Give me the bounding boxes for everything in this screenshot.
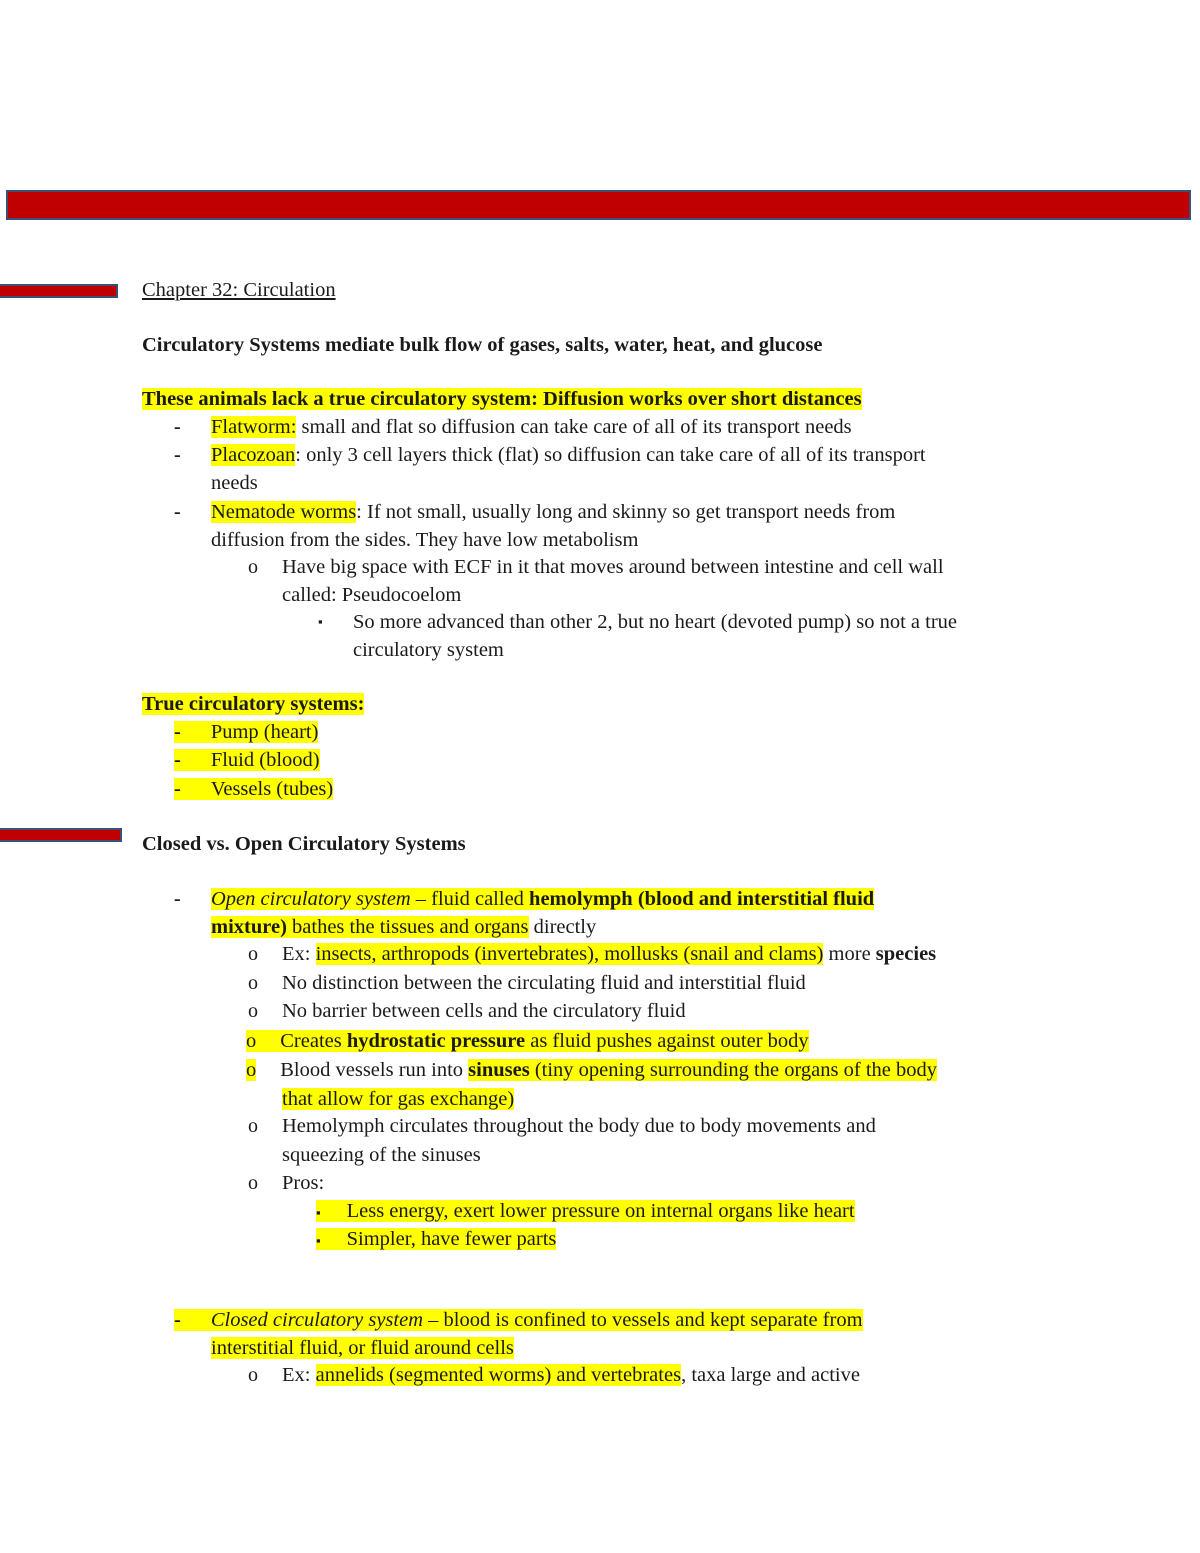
closed-system-item: - Closed circulatory system – blood is confined to vessels and kept separate from	[174, 1309, 863, 1331]
pseudocoelom-item: Have big space with ECF in it that moves around between intestine and cell wall	[282, 556, 944, 578]
bullet-circle: o	[248, 972, 258, 994]
open-system-item-cont: mixture) bathes the tissues and organs directly	[211, 916, 597, 938]
pseudocoelom-item-cont: called: Pseudocoelom	[282, 584, 462, 606]
bullet-circle: o	[248, 1115, 258, 1137]
bullet-dash: -	[174, 721, 181, 743]
open-point-sinuses-cont: that allow for gas exchange)	[282, 1088, 515, 1110]
bullet-circle: o	[248, 1000, 258, 1022]
open-point: No distinction between the circulating fluid and interstitial fluid	[282, 972, 806, 994]
true-circ-item: - Fluid (blood)	[174, 749, 320, 771]
open-system-item: Open circulatory system – fluid called hemolymph (blood and interstitial fluid	[211, 888, 875, 910]
bullet-circle: o	[246, 1059, 257, 1081]
no-circ-heading: These animals lack a true circulatory system: Diffusion works over short distances	[142, 388, 862, 410]
intro-heading: Circulatory Systems mediate bulk flow of gases, salts, water, heat, and glucose	[142, 334, 823, 356]
closed-example: Ex: annelids (segmented worms) and vertebrates, taxa large and active	[282, 1364, 860, 1386]
closed-open-heading: Closed vs. Open Circulatory Systems	[142, 833, 466, 855]
pro-item: ▪ Simpler, have fewer parts	[316, 1228, 557, 1250]
placozoan-item-cont: needs	[211, 472, 258, 494]
pros-label: Pros:	[282, 1172, 325, 1194]
bullet-circle: o	[246, 1030, 257, 1052]
section-marker-1	[0, 284, 118, 298]
bullet-dash: -	[174, 888, 181, 910]
bullet-square: ▪	[316, 1205, 321, 1220]
true-circ-item: - Vessels (tubes)	[174, 778, 334, 800]
advanced-item-cont: circulatory system	[353, 639, 504, 661]
advanced-item: So more advanced than other 2, but no heart (devoted pump) so not a true	[353, 611, 958, 633]
bullet-dash: -	[174, 444, 181, 466]
section-marker-2	[0, 828, 122, 842]
bullet-square: ▪	[316, 1233, 321, 1248]
placozoan-item: Placozoan: only 3 cell layers thick (flat) so diffusion can take care of all of its transport	[211, 444, 926, 466]
closed-system-item-cont: interstitial fluid, or fluid around cells	[211, 1337, 514, 1359]
open-example: Ex: insects, arthropods (invertebrates), mollusks (snail and clams) more species	[282, 943, 937, 965]
true-circ-heading: True circulatory systems:	[142, 693, 365, 715]
bullet-circle: o	[248, 556, 258, 578]
pro-item: ▪ Less energy, exert lower pressure on internal organs like heart	[316, 1200, 855, 1222]
chapter-title: Chapter 32: Circulation	[142, 279, 336, 301]
header-banner	[6, 190, 1191, 220]
bullet-square: ▪	[318, 614, 323, 629]
flatworm-item: Flatworm: small and flat so diffusion can take care of all of its transport needs	[211, 416, 852, 438]
open-point-sinuses: o Blood vessels run into sinuses (tiny opening surrounding the organs of the body	[246, 1059, 937, 1081]
bullet-dash: -	[174, 1309, 181, 1331]
bullet-dash: -	[174, 416, 181, 438]
bullet-dash: -	[174, 778, 181, 800]
open-point: No barrier between cells and the circulatory fluid	[282, 1000, 686, 1022]
open-point-hydrostatic: o Creates hydrostatic pressure as fluid pushes against outer body	[246, 1030, 809, 1052]
bullet-dash: -	[174, 501, 181, 523]
nematode-item: Nematode worms: If not small, usually long and skinny so get transport needs from	[211, 501, 896, 523]
bullet-circle: o	[248, 943, 258, 965]
bullet-circle: o	[248, 1364, 258, 1386]
true-circ-item: - Pump (heart)	[174, 721, 319, 743]
bullet-circle: o	[248, 1172, 258, 1194]
open-point: Hemolymph circulates throughout the body due to body movements and	[282, 1115, 876, 1137]
bullet-dash: -	[174, 749, 181, 771]
nematode-item-cont: diffusion from the sides. They have low metabolism	[211, 529, 639, 551]
open-point-cont: squeezing of the sinuses	[282, 1144, 481, 1166]
